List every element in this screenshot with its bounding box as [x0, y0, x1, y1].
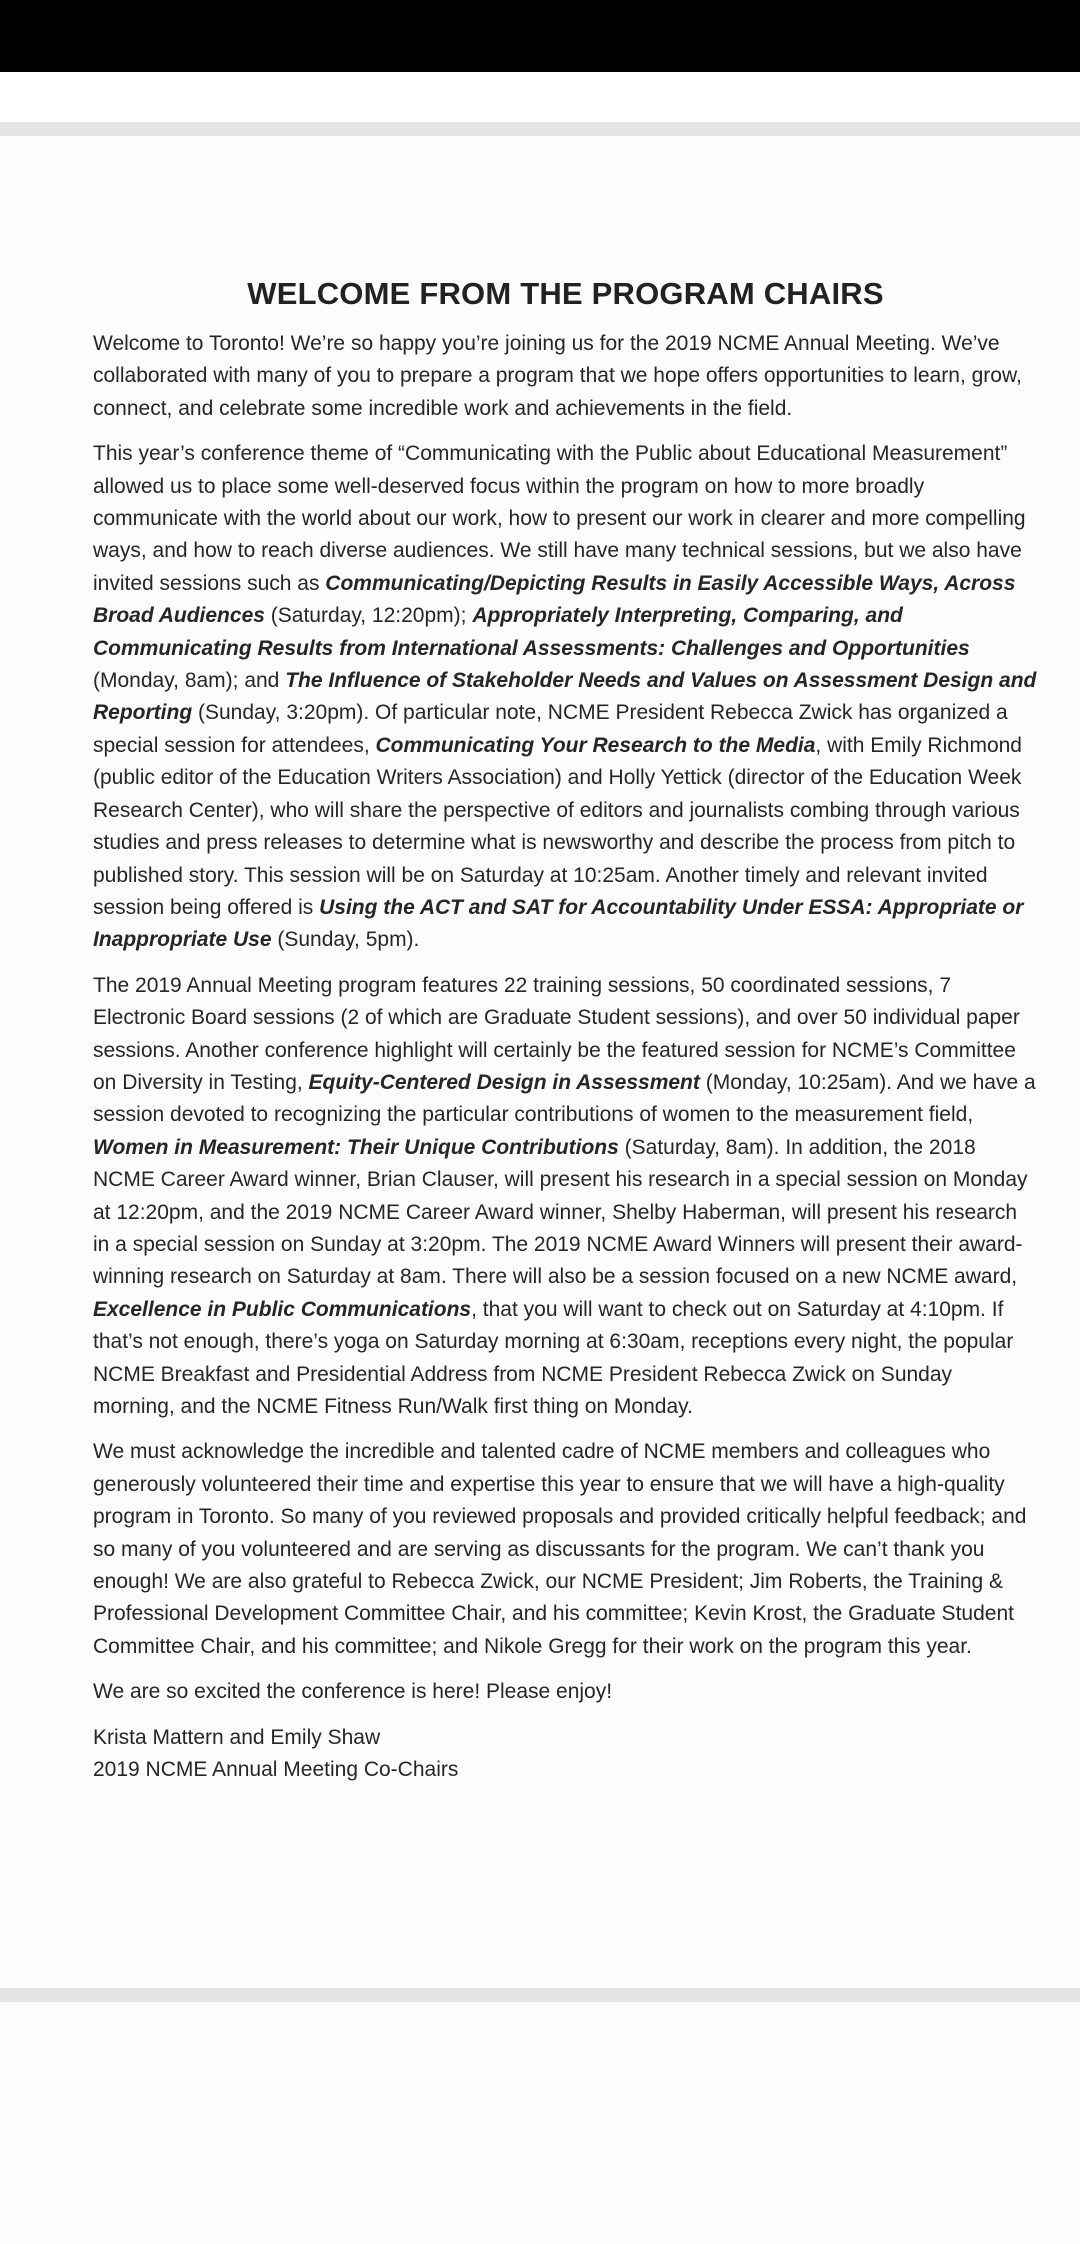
body-paragraph	[93, 438, 1038, 957]
paragraph-text: (Monday, 8am); and	[93, 669, 286, 693]
paragraph-text: We must acknowledge the incredible and talented cadre of NCME members and colleagues who generously volunteered their time and expertise this year to ensure that we will have a high-quality program in Toronto. So many of you reviewed proposals and provided critically helpful feedback; and so many of you volunteered and are serving as discussants for the program. We can’t thank you enough! We are also grateful to Rebecca Zwick, our NCME President; Jim Roberts, the Training & Professional Development Committee Chair, and his committee; Kevin Krost, the Graduate Student Committee Chair, and his committee; and Nikole Gregg for their work on the program this year.	[93, 1440, 1027, 1658]
body-paragraph	[93, 1676, 1038, 1708]
page-separator-bottom	[0, 1988, 1080, 2002]
paragraph-text: (Sunday, 5pm).	[271, 928, 420, 952]
page-title: WELCOME FROM THE PROGRAM CHAIRS	[247, 276, 884, 311]
body-paragraph	[93, 970, 1038, 1424]
paragraph-text: Welcome to Toronto! We’re so happy you’re joining us for the 2019 NCME Annual Meeting. We’ve collaborated with many of you to prepare a program that we hope offers opportunities to learn, grow, connect, and celebrate some incredible work and achievements in the field.	[93, 332, 1022, 420]
session-title: The Influence of Stakeholder Needs and Values on Assessment Design and Reporting	[93, 669, 1037, 725]
body-paragraph	[93, 328, 1038, 425]
signature-role: 2019 NCME Annual Meeting Co-Chairs	[93, 1758, 459, 1782]
session-title: Equity-Centered Design in Assessment	[308, 1070, 700, 1094]
session-title: Using the ACT and SAT for Accountability Under ESSA: Appropriate or Inappropriate Use	[93, 895, 1024, 952]
session-title: Appropriately Interpreting, Comparing, and Communicating Results from International Assessments: Challenges and Opportunities	[93, 604, 970, 660]
paragraph-text: We are so excited the conference is here! Please enjoy!	[93, 1680, 613, 1704]
paragraph-text: (Saturday, 8am). In addition, the 2018 NCME Career Award winner, Brian Clauser, will present his research in a special session on Monday at 12:20pm, and the 2019 NCME Career Award winner, Shelby Haberman, will present his research in a special session on Sunday at 3:20pm. The 2019 NCME Award Winners will present their award-winning research on Saturday at 8am. There will also be a session focused on a new NCME award,	[93, 1135, 1028, 1289]
paragraph-text: (Monday, 10:25am). And we have a session devoted to recognizing the particular contributions of women to the measurement field,	[93, 1070, 1036, 1127]
body-paragraphs	[93, 328, 1038, 1709]
paragraph-text: (Sunday, 3:20pm). Of particular note, NCME President Rebecca Zwick has organized a special session for attendees,	[93, 701, 1008, 757]
document-page	[0, 136, 1080, 1988]
paragraph-text: This year’s conference theme of “Communicating with the Public about Educational Measurement” allowed us to place some well-deserved focus within the program on how to more broadly communicate with the world about our work, how to present our work in clearer and more compelling ways, and how to reach diverse audiences. We still have many technical sessions, but we also have invited sessions such as	[93, 442, 1026, 595]
paragraph-text: The 2019 Annual Meeting program features 22 training sessions, 50 coordinated sessions, 7 Electronic Board sessions (2 of which are Graduate Student sessions), and over 50 individual paper sessions. Another conference highlight will certainly be the featured session for NCME’s Committee on Diversity in Testing,	[93, 973, 1020, 1094]
session-title: Communicating/Depicting Results in Easily Accessible Ways, Across Broad Audiences	[93, 571, 1016, 628]
session-title: Communicating Your Research to the Media	[375, 733, 816, 757]
signature-names: Krista Mattern and Emily Shaw	[93, 1725, 381, 1749]
body-paragraph	[93, 1436, 1038, 1663]
next-page	[0, 2002, 1080, 2244]
session-title: Excellence in Public Communications	[93, 1297, 472, 1321]
paragraph-text: (Saturday, 12:20pm);	[264, 604, 473, 628]
paragraph-text: , that you will want to check out on Saturday at 4:10pm. If that’s not enough, there’s yoga on Saturday morning at 6:30am, receptions every night, the popular NCME Breakfast and Presidential Address from NCME President Rebecca Zwick on Sunday morning, and the NCME Fitness Run/Walk first thing on Monday.	[93, 1297, 1014, 1418]
document-content	[93, 276, 1038, 1786]
top-margin	[0, 72, 1080, 122]
status-bar	[0, 0, 1080, 72]
paragraph-text: , with Emily Richmond (public editor of the Education Writers Association) and Holly Yettick (director of the Education Week Research Center), who will share the perspective of editors and journalists combing through various studies and press releases to determine what is newsworthy and describe the process from pitch to published story. This session will be on Saturday at 10:25am. Another timely and relevant invited session being offered is	[93, 733, 1022, 919]
session-title: Women in Measurement: Their Unique Contributions	[93, 1135, 619, 1159]
page-separator-top	[0, 122, 1080, 136]
